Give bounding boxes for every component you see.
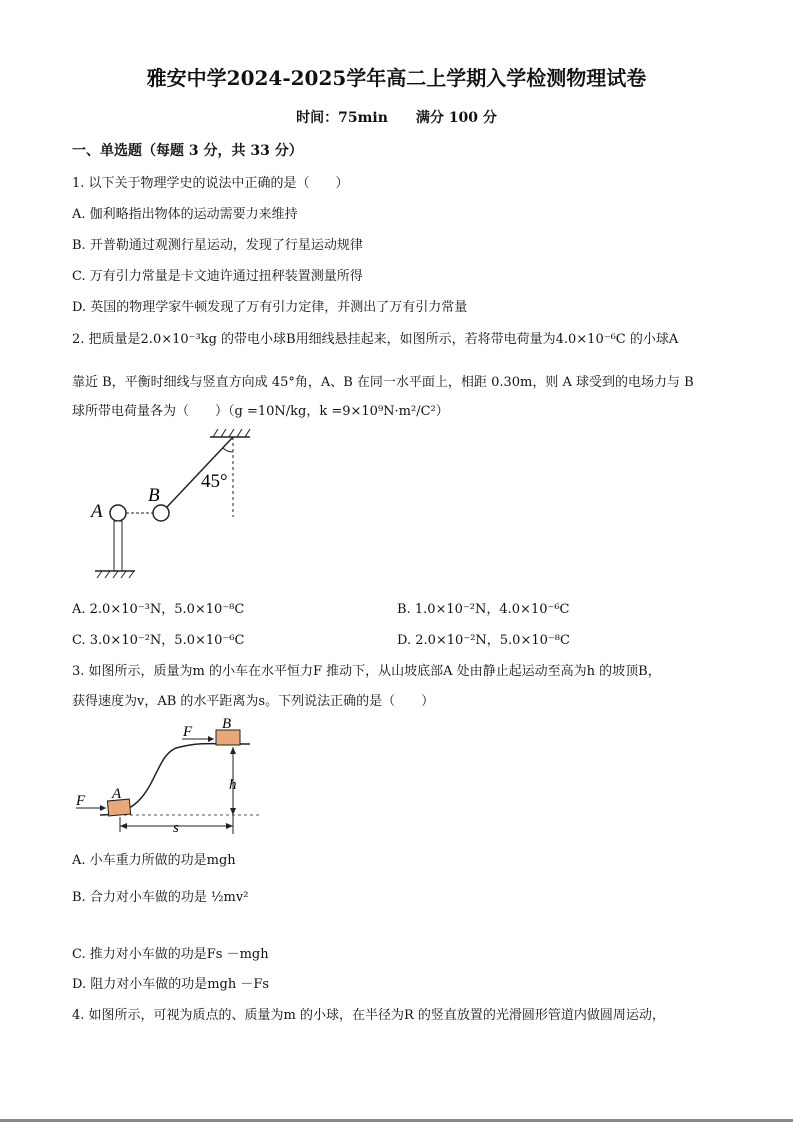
q3-option-a: A. 小车重力所做的功是mgh — [72, 853, 236, 868]
q1-option-d: D. 英国的物理学家牛顿发现了万有引力定律，并测出了万有引力常量 — [72, 300, 468, 315]
q4-line1: 4. 如图所示，可视为质点的、质量为m 的小球，在半径为R 的竖直放置的光滑圆形管道内做圆周运动， — [72, 1008, 665, 1023]
angle-label: 45° — [201, 471, 228, 492]
q1-stem: 1. 以下关于物理学史的说法中正确的是（ ） — [72, 176, 349, 191]
q2-option-b: B. 1.0×10⁻²N，4.0×10⁻⁶C — [397, 602, 570, 617]
q1-option-b: B. 开普勒通过观测行星运动，发现了行星运动规律 — [72, 238, 363, 253]
force-label-top: F — [183, 724, 193, 740]
point-b-label: B — [222, 716, 232, 732]
q3-line1: 3. 如图所示，质量为m 的小车在水平恒力F 推动下，从山坡底部A 处由静止起运动至高为h 的坡顶B， — [72, 664, 661, 679]
exam-info: 时间：75min 满分 100 分 — [296, 110, 497, 126]
ball-a-label: A — [91, 501, 103, 522]
q1-option-c: C. 万有引力常量是卡文迪许通过扭秤装置测量所得 — [72, 269, 363, 284]
q2-option-d: D. 2.0×10⁻²N，5.0×10⁻⁸C — [397, 633, 570, 648]
force-label-bottom: F — [76, 793, 86, 809]
q3-line2: 获得速度为v，AB 的水平距离为s。下列说法正确的是（ ） — [72, 694, 435, 709]
distance-label: s — [173, 820, 179, 836]
q1-option-a: A. 伽利略指出物体的运动需要力来维持 — [72, 207, 298, 222]
q3-option-c: C. 推力对小车做的功是Fs －mgh — [72, 947, 269, 962]
q2-line1: 2. 把质量是2.0×10⁻³kg 的带电小球B用细线悬挂起来，如图所示，若将带电荷量为4.0×10⁻⁶C 的小球A — [72, 332, 679, 347]
height-label: h — [229, 777, 237, 793]
section-heading: 一、单选题（每题 3 分，共 33 分） — [72, 143, 303, 159]
page-title: 雅安中学2024-2025学年高二上学期入学检测物理试卷 — [146, 66, 647, 90]
ball-b-label: B — [148, 485, 160, 506]
q2-line3: 球所带电荷量各为（ ）（g =10N/kg，k =9×10⁹N·m²/C²） — [72, 404, 449, 419]
q2-option-a: A. 2.0×10⁻³N，5.0×10⁻⁸C — [72, 602, 245, 617]
q2-option-c: C. 3.0×10⁻²N，5.0×10⁻⁶C — [72, 633, 245, 648]
q3-option-d: D. 阻力对小车做的功是mgh －Fs — [72, 977, 270, 992]
q2-figure — [85, 425, 255, 580]
point-a-label: A — [112, 786, 122, 802]
q3-option-b: B. 合力对小车做的功是 ½mv² — [72, 890, 249, 905]
q2-line2: 靠近 B，平衡时细线与竖直方向成 45°角，A、B 在同一水平面上，相距 0.30m，则 A 球受到的电场力与 B — [72, 375, 694, 390]
q3-figure — [70, 712, 270, 842]
